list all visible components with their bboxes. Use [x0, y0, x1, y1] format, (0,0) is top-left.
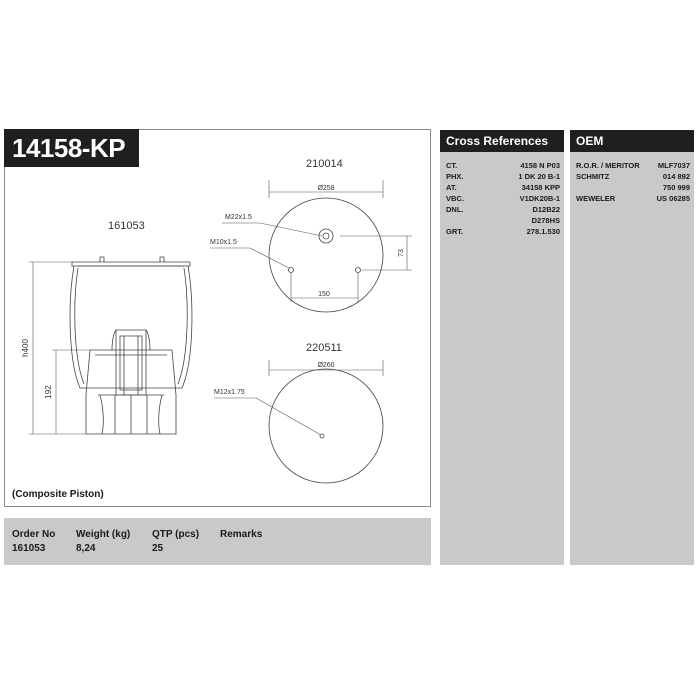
list-item: CT. 4158 N P03 [446, 161, 560, 170]
list-item: PHX. 1 DK 20 B-1 [446, 172, 560, 181]
weight-value: 8,24 [76, 543, 96, 554]
order-no-value: 161053 [12, 543, 46, 554]
list-item: DNL. D12B22 [446, 205, 560, 214]
qtp-header: QTP (pcs) [152, 529, 200, 540]
top-plate-dimensions [210, 180, 412, 302]
piston-dim-label: 192 [44, 385, 53, 399]
cross-references-title: Cross References [440, 130, 564, 152]
list-item: AT. 34158 KPP [446, 183, 560, 192]
qtp-value: 25 [152, 543, 164, 554]
part-number-title: 14158-KP [4, 129, 139, 167]
remarks-header: Remarks [220, 529, 263, 540]
height-dimension [29, 262, 90, 434]
list-item: GRT. 278.1.530 [446, 227, 560, 236]
top-plate-spacing: 150 [318, 291, 330, 298]
list-item: SCHMITZ 014 892 [576, 172, 690, 181]
list-item: D278HS [531, 216, 560, 225]
bottom-plate-label: 220511 [306, 342, 342, 354]
top-plate-diameter: Ø258 [317, 185, 335, 192]
bottom-plate-bolt: M12x1.75 [214, 389, 245, 396]
bottom-plate-view [269, 369, 383, 483]
oem-panel [570, 130, 694, 565]
bottom-plate-dimensions [214, 360, 383, 435]
weight-cell [76, 529, 130, 554]
list-item: 750 999 [662, 183, 690, 192]
qtp-cell [152, 529, 199, 554]
list-item: WEWELER US 06285 [576, 194, 690, 203]
order-no-header: Order No [12, 529, 56, 540]
order-no-cell [12, 529, 55, 554]
top-plate-bolt-large: M22x1.5 [225, 214, 252, 221]
top-plate-label: 210014 [306, 158, 343, 170]
cross-references-list [440, 152, 564, 237]
height-dim-label: h400 [21, 339, 30, 357]
cross-references-panel [440, 130, 564, 565]
air-spring-side-view [70, 257, 192, 434]
oem-list [570, 152, 694, 204]
top-plate-offset: 73 [398, 249, 405, 257]
list-item: VBC. V1DK20B-1 [446, 194, 560, 203]
left-part-label: 161053 [108, 220, 145, 232]
bottom-plate-diameter: Ø260 [317, 362, 335, 369]
composite-piston-caption: (Composite Piston) [12, 489, 104, 500]
oem-title: OEM [570, 130, 694, 152]
weight-header: Weight (kg) [76, 529, 131, 540]
remarks-cell [220, 529, 262, 543]
top-plate-bolt-small: M10x1.5 [210, 239, 237, 246]
list-item: R.O.R. / MERITOR MLF7037 [576, 161, 690, 170]
order-info-strip [4, 518, 431, 565]
